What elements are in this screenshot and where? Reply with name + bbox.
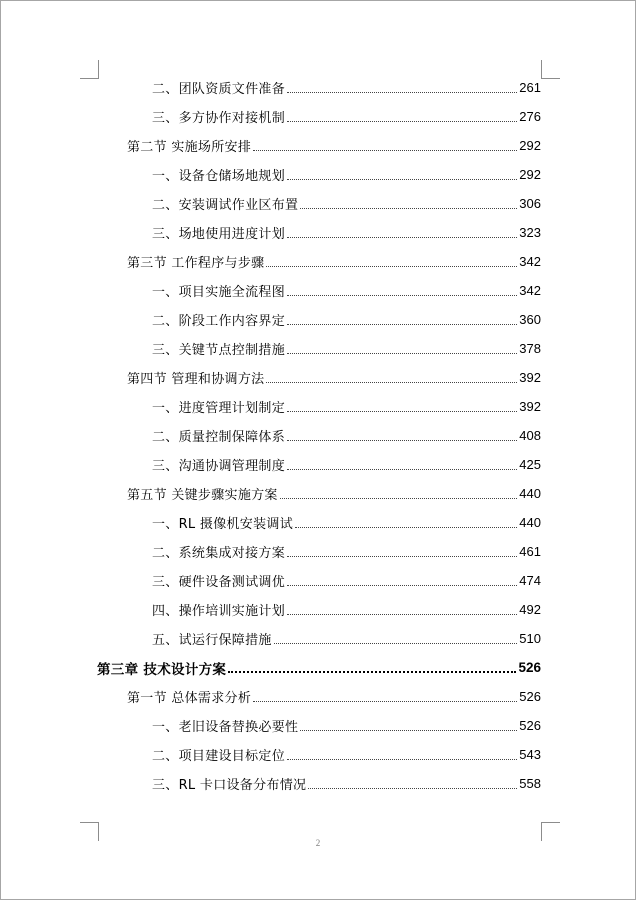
toc-leader-dots xyxy=(266,369,517,383)
toc-entry[interactable] xyxy=(152,189,541,218)
toc-leader-dots xyxy=(287,340,517,354)
toc-entry-label: 二、阶段工作内容界定 xyxy=(152,314,286,329)
toc-entry-label: 三、关键节点控制措施 xyxy=(152,343,286,358)
toc-leader-dots xyxy=(287,398,517,412)
toc-entry[interactable] xyxy=(127,363,541,392)
toc-entry-page-number: 510 xyxy=(519,631,541,646)
toc-entry[interactable] xyxy=(97,653,541,682)
toc-entry-label: 一、项目实施全流程图 xyxy=(152,285,286,300)
toc-leader-dots xyxy=(300,717,517,731)
toc-entry-label: 第一节 总体需求分析 xyxy=(127,691,252,706)
toc-leader-dots xyxy=(287,224,517,238)
toc-entry-label: 三、沟通协调管理制度 xyxy=(152,459,286,474)
toc-leader-dots xyxy=(287,746,517,760)
toc-leader-dots xyxy=(287,108,517,122)
toc-entry[interactable] xyxy=(152,566,541,595)
toc-entry-label: 二、系统集成对接方案 xyxy=(152,546,286,561)
toc-entry-label: 第三章 技术设计方案 xyxy=(97,661,227,678)
toc-entry-page-number: 474 xyxy=(519,573,541,588)
toc-entry[interactable] xyxy=(152,334,541,363)
toc-entry-page-number: 342 xyxy=(519,283,541,298)
toc-entry-page-number: 526 xyxy=(519,718,541,733)
toc-leader-dots xyxy=(295,514,517,528)
toc-leader-dots xyxy=(280,485,518,499)
toc-entry[interactable] xyxy=(152,421,541,450)
toc-leader-dots xyxy=(287,601,517,615)
toc-entry-label: 一、RL 摄像机安装调试 xyxy=(152,517,294,532)
toc-entry-label: 二、安装调试作业区布置 xyxy=(152,198,299,213)
toc-entry[interactable] xyxy=(152,595,541,624)
toc-entry-page-number: 558 xyxy=(519,776,541,791)
toc-entry-label: 一、老旧设备替换必要性 xyxy=(152,720,299,735)
toc-entry-label: 二、质量控制保障体系 xyxy=(152,430,286,445)
toc-entry[interactable] xyxy=(152,305,541,334)
toc-entry-label: 三、多方协作对接机制 xyxy=(152,111,286,126)
toc-entry-page-number: 492 xyxy=(519,602,541,617)
toc-entry-page-number: 425 xyxy=(519,457,541,472)
toc-entry[interactable] xyxy=(152,769,541,798)
toc-entry-page-number: 342 xyxy=(519,254,541,269)
toc-entry-page-number: 261 xyxy=(519,80,541,95)
toc-entry-label: 四、操作培训实施计划 xyxy=(152,604,286,619)
toc-entry-label: 三、硬件设备测试调优 xyxy=(152,575,286,590)
toc-entry-page-number: 392 xyxy=(519,370,541,385)
toc-entry[interactable] xyxy=(152,624,541,653)
toc-entry[interactable] xyxy=(152,102,541,131)
toc-entry-label: 第五节 关键步骤实施方案 xyxy=(127,488,278,503)
toc-leader-dots xyxy=(308,775,517,789)
toc-leader-dots xyxy=(287,282,517,296)
toc-entry[interactable] xyxy=(152,450,541,479)
toc-entry-label: 第二节 实施场所安排 xyxy=(127,140,252,155)
toc-entry-label: 二、项目建设目标定位 xyxy=(152,749,286,764)
toc-entry[interactable] xyxy=(152,218,541,247)
toc-entry-page-number: 408 xyxy=(519,428,541,443)
toc-entry-page-number: 526 xyxy=(519,689,541,704)
toc-leader-dots xyxy=(287,311,517,325)
toc-leader-dots xyxy=(266,253,517,267)
toc-leader-dots xyxy=(274,630,518,644)
page-number: 2 xyxy=(315,838,321,848)
toc-entry[interactable] xyxy=(152,392,541,421)
toc-leader-dots xyxy=(287,572,517,586)
toc-entry-page-number: 461 xyxy=(519,544,541,559)
toc-entry-label: 五、试运行保障措施 xyxy=(152,633,272,648)
toc-entry-page-number: 276 xyxy=(519,109,541,124)
toc-leader-dots xyxy=(300,195,517,209)
toc-entry-page-number: 526 xyxy=(518,660,541,675)
toc-entry-page-number: 392 xyxy=(519,399,541,414)
crop-mark-top-right xyxy=(541,60,560,79)
toc-leader-dots xyxy=(253,137,517,151)
toc-entry-page-number: 292 xyxy=(519,138,541,153)
toc-entry[interactable] xyxy=(152,711,541,740)
toc-entry-page-number: 323 xyxy=(519,225,541,240)
toc-entry[interactable] xyxy=(152,276,541,305)
toc-entry-label: 第四节 管理和协调方法 xyxy=(127,372,265,387)
toc-entry[interactable] xyxy=(152,537,541,566)
toc-entry-label: 一、进度管理计划制定 xyxy=(152,401,286,416)
crop-mark-top-left xyxy=(80,60,99,79)
toc-entry-page-number: 543 xyxy=(519,747,541,762)
toc-entry[interactable] xyxy=(152,160,541,189)
toc-entry-page-number: 360 xyxy=(519,312,541,327)
toc-entry-label: 三、场地使用进度计划 xyxy=(152,227,286,242)
toc-leader-dots xyxy=(287,79,517,93)
toc-entry[interactable] xyxy=(152,740,541,769)
toc-entry-label: 二、团队资质文件准备 xyxy=(152,82,286,97)
toc-leader-dots xyxy=(287,166,517,180)
toc-entry-label: 一、设备仓储场地规划 xyxy=(152,169,286,184)
toc-entry-page-number: 440 xyxy=(519,515,541,530)
toc-entry[interactable] xyxy=(127,131,541,160)
toc-entry[interactable] xyxy=(152,508,541,537)
toc-leader-dots xyxy=(287,543,517,557)
toc-leader-dots xyxy=(228,658,516,673)
toc-entry-page-number: 292 xyxy=(519,167,541,182)
toc-entry-label: 三、RL 卡口设备分布情况 xyxy=(152,778,307,793)
toc-entry[interactable] xyxy=(127,682,541,711)
toc-leader-dots xyxy=(287,427,517,441)
toc-entry[interactable] xyxy=(152,73,541,102)
toc-entry[interactable] xyxy=(127,479,541,508)
toc-leader-dots xyxy=(253,688,517,702)
toc-entry-label: 第三节 工作程序与步骤 xyxy=(127,256,265,271)
toc-entry-page-number: 378 xyxy=(519,341,541,356)
toc-leader-dots xyxy=(287,456,517,470)
toc-entry-page-number: 306 xyxy=(519,196,541,211)
toc-entry[interactable] xyxy=(127,247,541,276)
toc-entry-page-number: 440 xyxy=(519,486,541,501)
